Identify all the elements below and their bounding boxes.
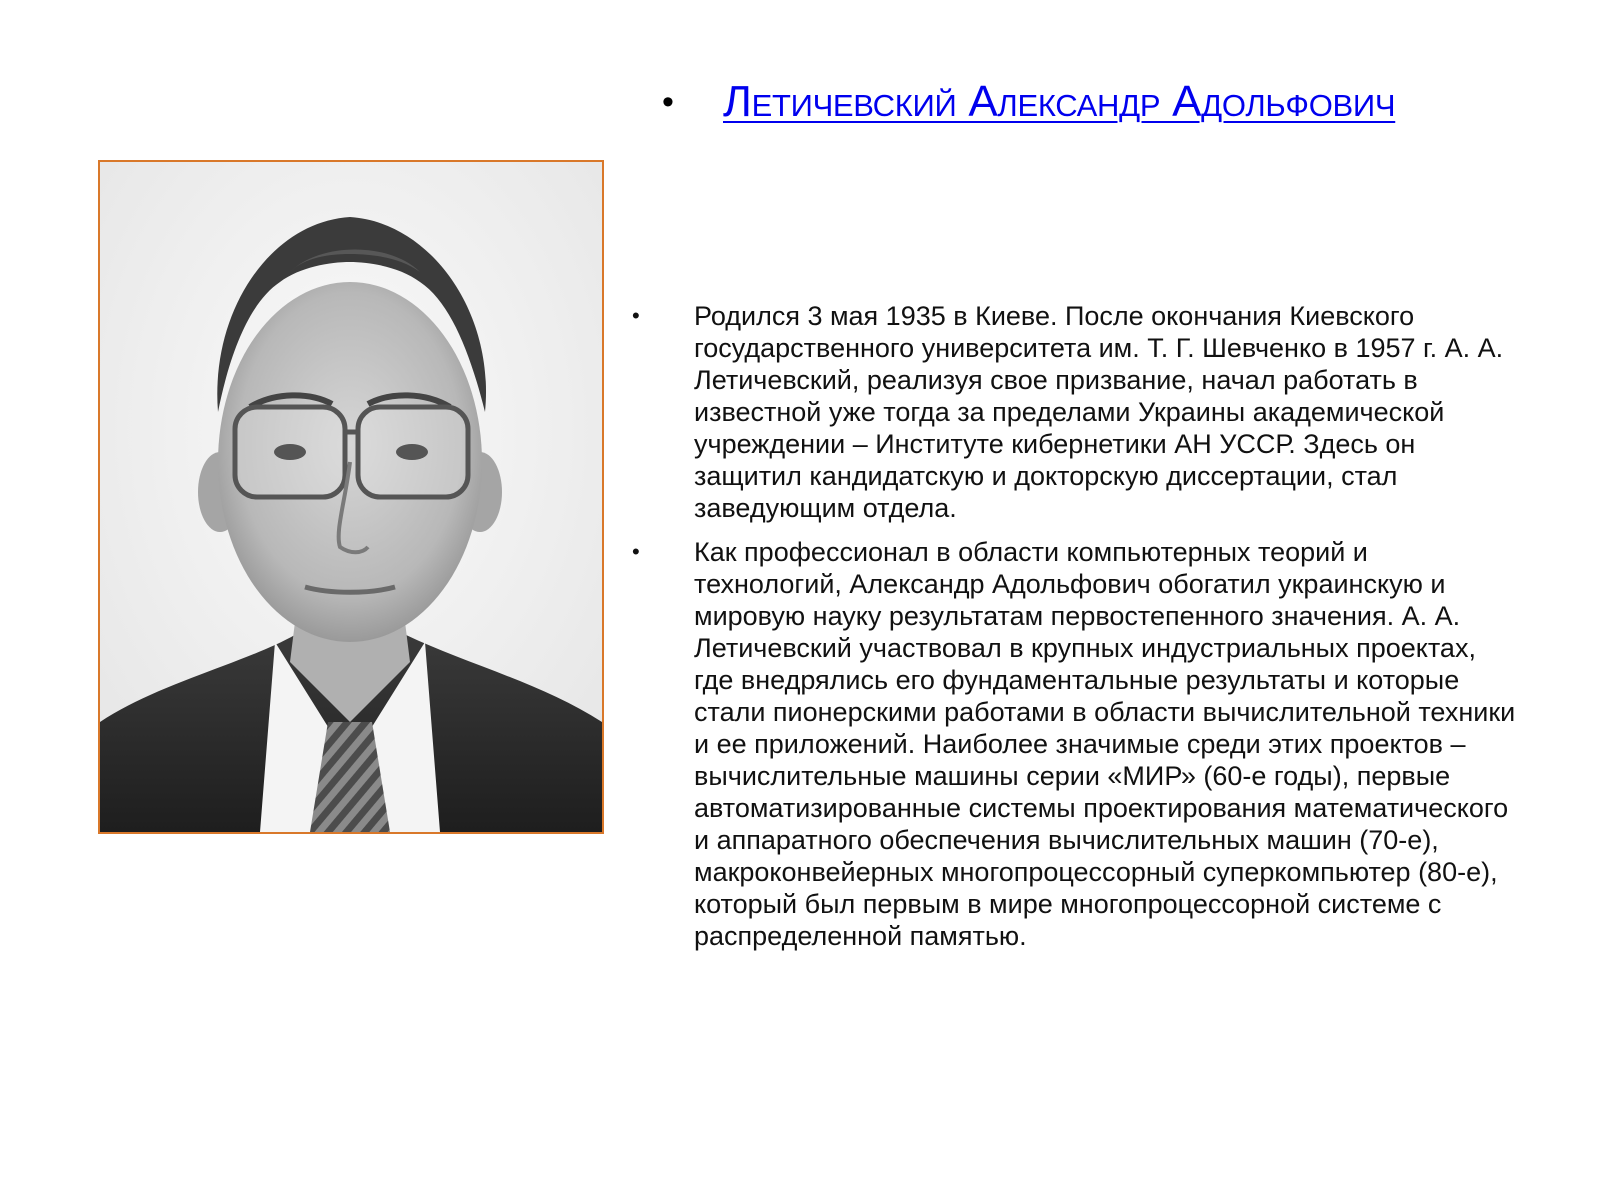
title-link[interactable]: Летичевский Александр Адольфович [723, 77, 1396, 126]
title-bullet: • [662, 83, 674, 121]
paragraph-text: Как профессионал в области компьютерных теорий и технологий, Александр Адольфович обогатил украинскую и мировую науку результатам первостепенного значения. А. А. Летичевский участвовал в крупных индустриальных проектах, где внедрялись его фундаментальные результаты и которые стали пионерскими работами в области вычислительной техники и ее приложений. Наиболее значимые среди этих проектов – вычислительные машины серии «МИР» (60-е годы), первые автоматизированные системы проектирования математического и аппаратного обеспечения вычислительных машин (70-е), макроконвейерных многопроцессорный суперкомпьютер (80-е), который был первым в мире многопроцессорной системе с распределенной памятью. [694, 537, 1516, 951]
biography-paragraph-1 [632, 300, 1522, 524]
paragraph-bullet: • [632, 303, 640, 328]
paragraph-bullet: • [632, 539, 640, 564]
biography-paragraph-2 [632, 536, 1522, 952]
slide-title-row [662, 76, 1562, 146]
paragraph-text: Родился 3 мая 1935 в Киеве. После окончания Киевского государственного университета им. Т. Г. Шевченко в 1957 г. А. А. Летичевский, реализуя свое призвание, начал работать в известной уже тогда за пределами Украины академической учреждении – Институте кибернетики АН УССР. Здесь он защитил кандидатскую и докторскую диссертации, стал заведующим отдела. [694, 301, 1504, 523]
portrait-photo-icon [100, 162, 602, 832]
portrait-photo [98, 160, 604, 834]
biography-list [632, 300, 1522, 964]
